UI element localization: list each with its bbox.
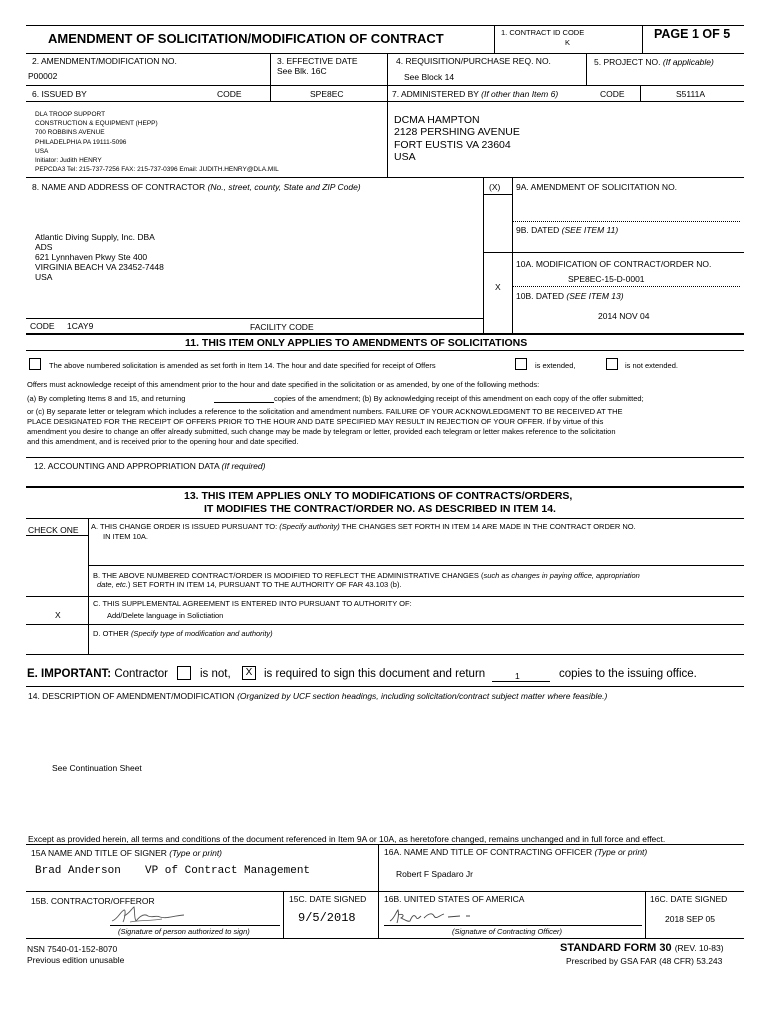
rule [26,535,88,536]
check-one-label: CHECK ONE [28,525,79,535]
option-d-line[interactable]: D. OTHER (Specify type of modification and authority) [93,629,273,638]
dated-10b-value: 2014 NOV 04 [598,311,650,321]
rule [26,486,744,488]
issued-by-label: 6. ISSUED BY [32,89,87,99]
contractor-code-value: 1CAY9 [67,321,94,331]
contractor-line: Atlantic Diving Supply, Inc. DBA [35,232,155,242]
issuer-line: CONSTRUCTION & EQUIPMENT (HEPP) [35,120,158,128]
option-a-line2: IN ITEM 10A. [103,532,149,541]
project-no-label: 5. PROJECT NO. (If applicable) [594,57,714,67]
contracting-officer-name: Robert F Spadaro Jr [396,869,474,879]
extended-label: is extended, [535,361,576,370]
rule [642,25,643,53]
prescribed-by: Prescribed by GSA FAR (48 CFR) 53.243 [566,956,723,966]
date-signed-16c-label: 16C. DATE SIGNED [650,894,728,904]
rule [483,177,484,333]
contract-id-label: 1. CONTRACT ID CODE [501,28,585,37]
rule [640,85,641,101]
contracting-officer-signature [388,908,478,926]
contracting-officer-label: 16A. NAME AND TITLE OF CONTRACTING OFFICER (Type or print) [384,847,648,857]
united-states-label: 16B. UNITED STATES OF AMERICA [384,894,525,904]
dated-9b-label: 9B. DATED (SEE ITEM 11) [516,225,619,235]
nsn-number: NSN 7540-01-152-8070 [27,944,118,954]
rule [283,891,284,938]
modification-no-value: SPE8EC-15-D-0001 [568,274,645,284]
contractor-line: VIRGINIA BEACH VA 23452-7448 [35,262,164,272]
date-signed-16c-value: 2018 SEP 05 [665,914,715,924]
rule [26,85,744,86]
rule [387,53,388,85]
rule [26,891,744,892]
issuer-contact: PEPCDA3 Tel: 215-737-7256 FAX: 215-737-0396 Email: JUDITH.HENRY@DLA.MIL [35,166,279,174]
amendment-no-value: P00002 [28,71,58,81]
rule [26,518,744,519]
important-line: E. IMPORTANT: Contractor [27,668,169,680]
amendment-solicitation-label: 9A. AMENDMENT OF SOLICITATION NO. [516,182,678,192]
contractor-address [35,232,164,282]
requisition-label: 4. REQUISITION/PURCHASE REQ. NO. [396,56,551,66]
admin-code-value: S5111A [676,89,705,99]
copies-text: copies to the issuing office. [559,668,697,680]
item11-line5: PLACE DESIGNATED FOR THE RECEIPT OF OFFERS PRIOR TO THE HOUR AND DATE SPECIFIED MAY RESULT IN REJECTION OF YOUR OFFER. If by virtue of this [27,417,604,426]
signer-title: VP of Contract Management [145,865,311,877]
item11-line3b: copies of the amendment; (b) By acknowledging receipt of this amendment on each copy of the offer submitted; [274,394,644,403]
see-continuation-sheet: See Continuation Sheet [52,763,142,773]
rule [512,177,513,333]
date-signed-15c-label: 15C. DATE SIGNED [289,894,367,904]
administrator-address [394,114,520,163]
issued-code-label: CODE [217,89,242,99]
rule [26,25,744,26]
copies-field-underline [492,681,550,682]
admin-line: DCMA HAMPTON [394,114,480,126]
rule [512,286,740,287]
rule [26,177,744,178]
is-not-label: is not, [200,668,231,680]
page-label: PAGE 1 OF 5 [654,27,731,41]
issued-code-value: SPE8EC [310,89,344,99]
terms-statement: Except as provided herein, all terms and conditions of the document referenced in Item 9A or 10A, as heretofore changed, remains unchanged and in full force and effect. [28,834,666,844]
option-c-line2: Add/Delete language in Solictiation [107,611,224,620]
rule [26,333,744,335]
item11-line6: amendment you desire to change an offer already submitted, such change may be made by telegram or letter, provided each telegram or letter makes reference to the solicitation [27,427,616,436]
item11-line7: and this amendment, and is received prior to the opening hour and date specified. [27,437,299,446]
item11-line1: The above numbered solicitation is amended as set forth in Item 14. The hour and date specified for receipt of Offers [49,361,436,370]
item13-title-2: IT MODIFIES THE CONTRACT/ORDER NO. AS DESCRIBED IN ITEM 14. [204,503,556,515]
signer-label: 15A NAME AND TITLE OF SIGNER (Type or print) [31,848,223,858]
rule [26,53,744,54]
rule [270,85,271,101]
rule [26,686,744,687]
rule [88,565,744,566]
issuer-line: USA [35,147,49,155]
item13-title-1: 13. THIS ITEM APPLIES ONLY TO MODIFICATIONS OF CONTRACTS/ORDERS, [184,490,573,502]
admin-line: FORT EUSTIS VA 23604 [394,138,511,151]
option-b-line1[interactable]: B. THE ABOVE NUMBERED CONTRACT/ORDER IS MODIFIED TO REFLECT THE ADMINISTRATIVE CHANGES (such as changes in paying office, appropriation [93,571,640,580]
accounting-label: 12. ACCOUNTING AND APPROPRIATION DATA (If required) [34,461,266,471]
signature-line-15b [110,925,280,926]
form-title: AMENDMENT OF SOLICITATION/MODIFICATION OF CONTRACT [48,31,444,46]
rule [270,53,271,85]
item11-title: 11. THIS ITEM ONLY APPLIES TO AMENDMENTS OF SOLICITATIONS [185,337,528,349]
item11-line3a: (a) By completing Items 8 and 15, and returning [27,394,186,403]
admin-line: 2128 PERSHING AVENUE [394,126,520,139]
signature-line-16b [384,925,642,926]
rule [26,318,483,319]
rule [26,624,744,625]
option-c-line1[interactable]: C. THIS SUPPLEMENTAL AGREEMENT IS ENTERED INTO PURSUANT TO AUTHORITY OF: [93,599,412,608]
contractor-label: 8. NAME AND ADDRESS OF CONTRACTOR (No., street, county, State and ZIP Code) [32,182,361,192]
not-extended-checkbox[interactable] [606,358,618,370]
amendment-no-label: 2. AMENDMENT/MODIFICATION NO. [32,56,177,66]
previous-edition-note: Previous edition unusable [27,955,125,965]
contractor-line: ADS [35,242,53,252]
signature-caption-15b: (Signature of person authorized to sign) [118,927,250,936]
rule [26,101,744,102]
date-signed-15c-value: 9/5/2018 [298,911,356,925]
rule [26,938,744,939]
rule [645,891,646,938]
item11-line2: Offers must acknowledge receipt of this amendment prior to the hour and date specified in the solicitation or as amended, by one of the following methods: [27,380,540,389]
contractor-offeror-label: 15B. CONTRACTOR/OFFEROR [31,896,155,906]
signature-caption-16b: (Signature of Contracting Officer) [452,927,563,936]
modification-no-label: 10A. MODIFICATION OF CONTRACT/ORDER NO. [516,259,712,269]
rule [26,457,744,458]
admin-line: USA [394,150,416,163]
facility-code-label: FACILITY CODE [250,322,314,332]
requisition-value: See Block 14 [404,72,455,82]
rule [26,350,744,351]
rule [483,194,512,195]
contractor-code-label: CODE [30,321,55,331]
copies-value[interactable]: 1 [515,671,520,681]
modification-x-mark: X [495,282,501,292]
contract-id-value: K [565,38,571,47]
issuer-line: 700 ROBBINS AVENUE [35,129,105,137]
signer-name: Brad Anderson [35,865,121,877]
option-b-line2: date, etc.) SET FORTH IN ITEM 14, PURSUANT TO THE AUTHORITY OF FAR 43.103 (b). [97,580,402,589]
rule [26,654,744,655]
option-c-x-mark: X [55,610,61,620]
rule [26,596,744,597]
effective-date-value: See Blk. 16C [277,66,327,76]
rule [26,844,744,845]
dated-10b-label: 10B. DATED (SEE ITEM 13) [516,291,624,301]
extended-checkbox[interactable] [515,358,527,370]
contractor-line: 621 Lynnhaven Pkwy Ste 400 [35,252,148,262]
not-extended-label: is not extended. [625,361,678,370]
is-not-checkbox[interactable] [177,666,191,680]
is-required-label: is required to sign this document and return [264,668,486,680]
is-required-checkbox[interactable]: X [242,666,256,680]
administered-by-label: 7. ADMINISTERED BY (If other than Item 6) [392,89,559,99]
rule [88,518,89,654]
contractor-line: USA [35,272,53,282]
issuer-address [35,110,279,174]
issuer-initiator: Initiator: Judith HENRY [35,157,102,165]
rule [586,53,587,85]
issuer-line: PHILADELPHIA PA 19111-5096 [35,138,127,146]
contractor-signature [110,904,190,926]
rule [494,25,495,53]
admin-code-label: CODE [600,89,625,99]
copies-returned-field[interactable] [214,402,274,403]
standard-form-label: STANDARD FORM 30 (REV. 10-83) [560,942,724,954]
effective-date-label: 3. EFFECTIVE DATE [277,56,358,66]
rule [483,252,744,253]
option-a-line1[interactable]: A. THIS CHANGE ORDER IS ISSUED PURSUANT TO: (Specify authority) THE CHANGES SET FORTH IN ITEM 14 ARE MADE IN THE CONTRACT ORDER NO. [91,522,636,531]
rule [512,221,740,222]
description-label: 14. DESCRIPTION OF AMENDMENT/MODIFICATION (Organized by UCF section headings, including solicitation/contract subject matter where feasible.) [28,691,608,701]
issuer-line: DLA TROOP SUPPORT [35,111,106,118]
solicitation-amended-checkbox[interactable] [29,358,41,370]
x-column-header: (X) [489,182,501,192]
item11-line4: or (c) By separate letter or telegram which includes a reference to the solicitation and amendment numbers. FAILURE OF YOUR ACKNOWLEDGMENT TO BE RECEIVED AT THE [27,407,623,416]
rule [387,85,388,177]
